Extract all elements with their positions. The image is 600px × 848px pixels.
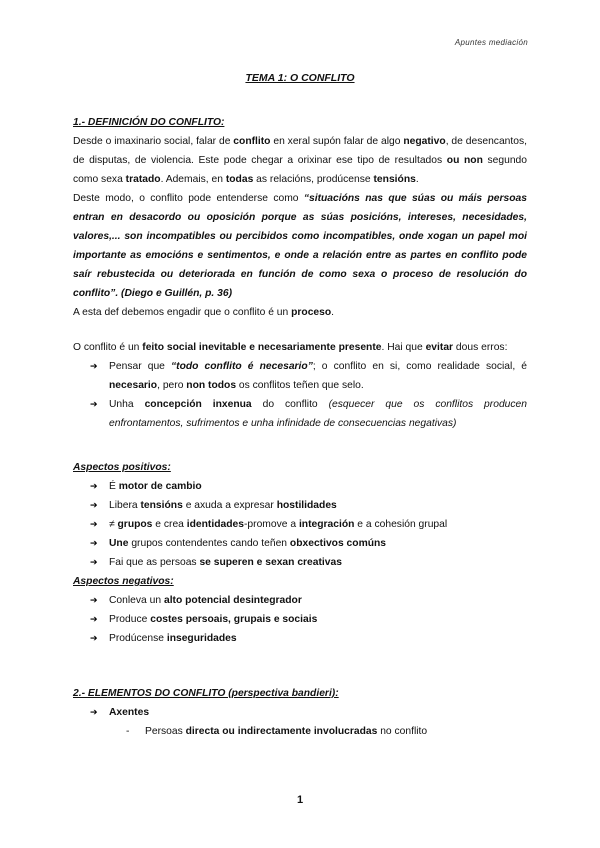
list-item: ➔ Prodúcense inseguridades: [73, 629, 527, 648]
list-item: ➔ Produce costes persoais, grupais e sociais: [73, 610, 527, 629]
negative-aspects-heading: Aspectos negativos:: [73, 576, 174, 587]
paragraph-social-fact: O conflito é un feito social inevitable e necesariamente presente. Hai que evitar dous erros:: [73, 342, 508, 353]
list-item: ➔ É motor de cambio: [73, 477, 527, 496]
list-item: ➔ Fai que as persoas se superen e sexan creativas: [73, 553, 527, 572]
page-number: 1: [296, 794, 304, 806]
paragraph-process: A esta def debemos engadir que o conflito é un proceso.: [73, 307, 335, 318]
page-title: TEMA 1: O CONFLITO: [245, 72, 355, 84]
sub-list-item: - Persoas directa ou indirectamente involucradas no conflito: [73, 722, 527, 741]
paragraph-definition: Desde o imaxinario social, falar de conflito en xeral supón falar de algo negativo, de desencantos, de disputas, de violencia. Este pode chegar a orixinar ese tipo de resultados ou non segundo como sexa tratado. Ademais, en todas as relacións, prodúcense tensións.: [73, 136, 528, 185]
document-body: [73, 113, 527, 741]
list-item: ➔ Unha concepción inxenua do conflito (esquecer que os conflitos producen enfrontamentos, sufrimentos e unha infinidade de consecuencias negativas): [73, 395, 527, 433]
section-2-heading: 2.- ELEMENTOS DO CONFLITO (perspectiva bandieri):: [73, 688, 339, 699]
list-item: ➔ Axentes: [73, 703, 527, 722]
list-item: ➔ Libera tensións e axuda a expresar hostilidades: [73, 496, 527, 515]
list-item: ➔ Pensar que “todo conflito é necesario”; o conflito en si, como realidade social, é necesario, pero non todos os conflitos teñen que selo.: [73, 357, 527, 395]
paragraph-quote: Deste modo, o conflito pode entenderse como “situacións nas que súas ou máis persoas entran en desacordo ou oposición porque as súas posicións, intereses, necesidades, valores,... son incompatibles ou percibidos como incompatibles, onde xogan un papel moi importante as emocións e sentimentos, e onde a relación entre as partes en conflito pode saír rebustecida ou deteriorada en función de como sexa o proceso de resolución do conflito”. (Diego e Guillén, p. 36): [73, 193, 527, 299]
list-item: ➔ ≠ grupos e crea identidades-promove a integración e a cohesión grupal: [73, 515, 527, 534]
positive-aspects-heading: Aspectos positivos:: [73, 462, 171, 473]
section-1-heading: 1.- DEFINICIÓN DO CONFLITO:: [73, 117, 225, 128]
header-note: Apuntes mediación: [454, 38, 528, 47]
list-item: ➔ Conleva un alto potencial desintegrador: [73, 591, 527, 610]
list-item: ➔ Une grupos contendentes cando teñen obxectivos comúns: [73, 534, 527, 553]
